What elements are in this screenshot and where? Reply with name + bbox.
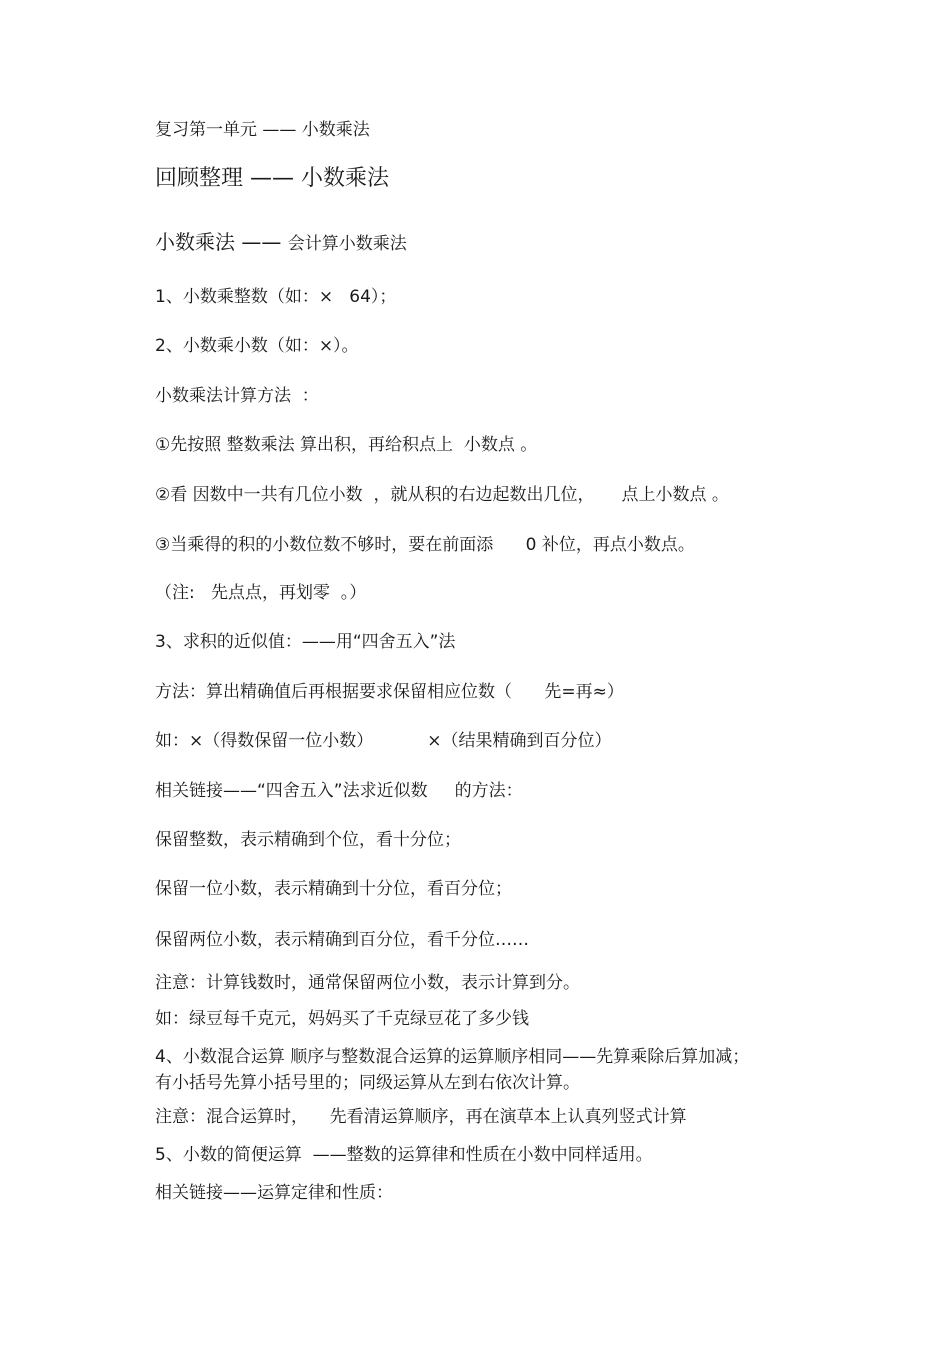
rounding-one-decimal: 保留一位小数，表示精确到十分位，看百分位； <box>155 879 512 899</box>
rounding-two-decimals: 保留两位小数，表示精确到百分位，看千分位…… <box>155 930 529 950</box>
review-title: 复习第一单元 —— 小数乘法 <box>155 120 370 140</box>
money-example: 如：绿豆每千克元，妈妈买了千克绿豆花了多少钱 <box>155 1009 529 1029</box>
approximation-example: 如：×（得数保留一位小数） ×（结果精确到百分位） <box>155 731 612 751</box>
section-title: 回顾整理 —— 小数乘法 <box>155 166 389 191</box>
method-step-1: ①先按照 整数乘法 算出积，再给积点上 小数点 。 <box>155 435 538 455</box>
item-5-simplified-operations: 5、小数的简便运算 ——整数的运算律和性质在小数中同样适用。 <box>155 1145 653 1165</box>
subsection-head: 小数乘法 —— <box>155 230 288 254</box>
subsection-heading <box>155 229 407 257</box>
method-note: （注: 先点点，再划零 。） <box>155 583 367 603</box>
mixed-operations-note: 注意：混合运算时， 先看清运算顺序，再在演草本上认真列竖式计算 <box>155 1107 687 1127</box>
rounding-integer: 保留整数，表示精确到个位，看十分位； <box>155 830 461 850</box>
item-1-decimal-times-integer: 1、小数乘整数（如：× 64）； <box>155 287 397 307</box>
method-step-2: ②看 因数中一共有几位小数 ，就从积的右边起数出几位， 点上小数点 。 <box>155 485 729 505</box>
item-2-decimal-times-decimal: 2、小数乘小数（如：×）。 <box>155 336 359 356</box>
item-3-approximation: 3、求积的近似值：——用“四舍五入”法 <box>155 632 456 652</box>
rounding-link: 相关链接——“四舍五入”法求近似数 的方法： <box>155 781 523 801</box>
approximation-method: 方法：算出精确值后再根据要求保留相应位数（ 先=再≈） <box>155 682 624 702</box>
operation-laws-link: 相关链接——运算定律和性质： <box>155 1183 393 1203</box>
item-4-mixed-operations: 4、小数混合运算 顺序与整数混合运算的运算顺序相同——先算乘除后算加减；有小括号先算小括号里的；同级运算从左到右依次计算。 <box>155 1047 750 1093</box>
method-heading: 小数乘法计算方法 ： <box>155 386 319 406</box>
subsection-tail: 会计算小数乘法 <box>287 234 407 254</box>
money-note: 注意：计算钱数时，通常保留两位小数，表示计算到分。 <box>155 973 580 993</box>
method-step-3: ③当乘得的积的小数位数不够时，要在前面添 0 补位，再点小数点。 <box>155 535 695 555</box>
